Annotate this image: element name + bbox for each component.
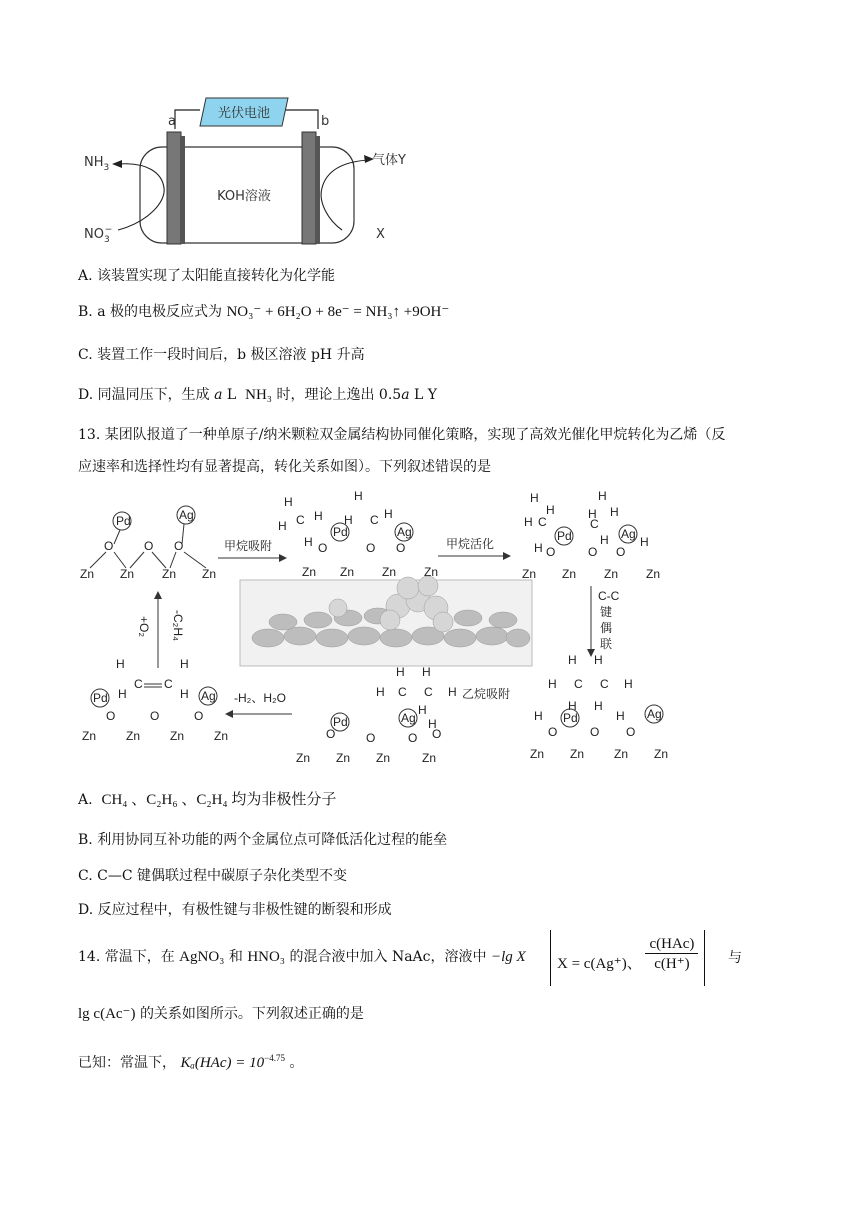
svg-text:H: H: [530, 491, 539, 505]
svg-text:H: H: [610, 505, 619, 519]
state-5-ethane-adsorbed: [296, 665, 457, 765]
svg-text:H: H: [568, 699, 577, 713]
svg-text:Zn: Zn: [202, 567, 217, 581]
svg-text:Zn: Zn: [604, 567, 619, 581]
state-4-c-c-coupled: [530, 653, 668, 761]
q13-option-b: B. 利用协同互补功能的两个金属位点可降低活化过程的能垒: [78, 832, 448, 848]
svg-text:O: O: [174, 539, 184, 553]
q13-option-a: A. CH₄ 、C₂H₆ 、C₂H₄ 均为非极性分子: [78, 792, 337, 808]
svg-text:O: O: [588, 545, 598, 559]
svg-text:C: C: [538, 515, 547, 529]
svg-text:H: H: [640, 535, 649, 549]
svg-text:O: O: [546, 545, 556, 559]
svg-text:C: C: [398, 685, 407, 699]
svg-text:O: O: [396, 541, 406, 555]
svg-text:O: O: [194, 709, 204, 723]
svg-text:H: H: [422, 665, 431, 679]
svg-text:Zn: Zn: [382, 565, 397, 579]
svg-text:Zn: Zn: [162, 567, 177, 581]
solution-label: KOH溶液: [217, 189, 271, 204]
state-1-catalyst: [80, 506, 216, 581]
svg-text:Pd: Pd: [93, 691, 108, 705]
svg-text:H: H: [180, 687, 189, 701]
svg-text:Ag: Ag: [401, 711, 416, 725]
state-6-ethylene-formed: [82, 657, 228, 743]
svg-text:Ag: Ag: [647, 707, 662, 721]
svg-text:H: H: [616, 709, 625, 723]
state-2-methane-adsorbed: [278, 489, 438, 579]
svg-text:H: H: [448, 685, 457, 699]
label-methane-activation: 甲烷活化: [446, 537, 495, 551]
q13-option-c: C. C—C 键偶联过程中碳原子杂化类型不变: [78, 868, 347, 884]
svg-text:Zn: Zn: [340, 565, 355, 579]
svg-text:Zn: Zn: [120, 567, 135, 581]
svg-text:H: H: [118, 687, 127, 701]
svg-text:Pd: Pd: [116, 514, 131, 528]
q14-x-definition: X = c(Ag⁺)、 c(HAc) c(H⁺): [550, 930, 705, 986]
svg-text:H: H: [548, 677, 557, 691]
svg-text:Zn: Zn: [214, 729, 229, 743]
label-x: X: [376, 227, 385, 242]
svg-text:Ag: Ag: [397, 525, 412, 539]
svg-text:Zn: Zn: [296, 751, 311, 765]
svg-text:C: C: [600, 677, 609, 691]
label-cc-coupling-1: C-C: [598, 589, 620, 603]
q14-stem-line1: 14. 常温下，在 AgNO₃ 和 HNO₃ 的混合液中加入 NaAc，溶液中 −lg X: [78, 949, 526, 965]
svg-text:H: H: [524, 515, 533, 529]
svg-text:Ag: Ag: [621, 527, 636, 541]
svg-text:H: H: [278, 519, 287, 533]
svg-text:C: C: [164, 677, 173, 691]
svg-text:Zn: Zn: [302, 565, 317, 579]
q14-stem-line1-end: 与: [728, 950, 742, 966]
svg-text:Zn: Zn: [424, 565, 439, 579]
svg-text:H: H: [304, 535, 313, 549]
q12-option-c: C. 装置工作一段时间后，b 极区溶液 pH 升高: [78, 347, 365, 363]
label-cc-coupling-2: 键: [600, 605, 613, 619]
q14-frac-denominator: c(H⁺): [654, 956, 690, 972]
state-3-methane-activated: [522, 489, 660, 581]
svg-text:H: H: [384, 507, 393, 521]
svg-text:Zn: Zn: [646, 567, 661, 581]
svg-text:C: C: [574, 677, 583, 691]
svg-text:O: O: [548, 725, 558, 739]
svg-text:O: O: [318, 541, 328, 555]
label-remove-c2h4: -C₂H₄: [171, 610, 185, 641]
q12-option-d: D. 同温同压下，生成 a L NH₃ 时，理论上逸出 0.5a L Y: [78, 387, 437, 403]
svg-text:O: O: [150, 709, 160, 723]
svg-text:O: O: [104, 539, 114, 553]
label-ethane-adsorption: 乙烷吸附: [462, 687, 511, 701]
svg-text:H: H: [344, 513, 353, 527]
svg-text:Zn: Zn: [170, 729, 185, 743]
q14-given: 已知：常温下， $K_a(HAc) = 10^{-4.75}$ 。: [78, 1053, 304, 1071]
svg-text:Zn: Zn: [82, 729, 97, 743]
svg-text:H: H: [546, 503, 555, 517]
label-add-o2: +O₂: [137, 616, 151, 637]
svg-text:H: H: [534, 541, 543, 555]
svg-text:O: O: [366, 731, 376, 745]
svg-text:H: H: [428, 717, 437, 731]
q13-stem-line1: 13. 某团队报道了一种单原子/纳米颗粒双金属结构协同催化策略，实现了高效光催化甲烷转化为乙烯（反: [78, 427, 726, 443]
solar-cell-label: 光伏电池: [217, 106, 271, 121]
svg-text:O: O: [590, 725, 600, 739]
label-cc-coupling-4: 联: [600, 637, 613, 651]
catalysis-cycle-figure: [78, 488, 698, 773]
svg-text:Pd: Pd: [333, 525, 348, 539]
svg-text:H: H: [354, 489, 363, 503]
svg-text:C: C: [370, 513, 379, 527]
svg-text:H: H: [180, 657, 189, 671]
svg-text:O: O: [616, 545, 626, 559]
svg-text:C: C: [134, 677, 143, 691]
svg-text:Ag: Ag: [179, 508, 194, 522]
q12-option-b-equation: NO₃⁻ + 6H₂O + 8e⁻ = NH₃↑ +9OH⁻: [226, 304, 450, 320]
svg-text:H: H: [534, 709, 543, 723]
svg-text:O: O: [366, 541, 376, 555]
svg-text:Zn: Zn: [522, 567, 537, 581]
svg-text:H: H: [594, 653, 603, 667]
q12-option-a: A. 该装置实现了太阳能直接转化为化学能: [78, 268, 336, 284]
q13-stem-line2: 应速率和选择性均有显著提高，转化关系如图）。下列叙述错误的是: [78, 459, 491, 475]
label-gas-y: 气体Y: [372, 153, 406, 168]
svg-text:O: O: [144, 539, 154, 553]
svg-text:H: H: [376, 685, 385, 699]
svg-text:Pd: Pd: [333, 715, 348, 729]
svg-text:H: H: [624, 677, 633, 691]
q13-option-d: D. 反应过程中，有极性键与非极性键的断裂和形成: [78, 902, 392, 918]
label-cc-coupling-3: 偶: [600, 621, 613, 635]
svg-text:H: H: [418, 703, 427, 717]
svg-text:H: H: [600, 533, 609, 547]
svg-text:C: C: [424, 685, 433, 699]
label-remove-h2-h2o: -H₂、H₂O: [234, 691, 286, 705]
svg-text:H: H: [396, 665, 405, 679]
svg-text:H: H: [594, 699, 603, 713]
svg-text:Zn: Zn: [614, 747, 629, 761]
svg-text:Zn: Zn: [562, 567, 577, 581]
svg-text:H: H: [598, 489, 607, 503]
label-methane-adsorption: 甲烷吸附: [224, 539, 273, 553]
svg-text:O: O: [106, 709, 116, 723]
label-no3: $NO_3-$: [84, 225, 113, 245]
terminal-b: b: [321, 114, 330, 129]
svg-text:O: O: [626, 725, 636, 739]
svg-text:H: H: [284, 495, 293, 509]
svg-text:C: C: [590, 517, 599, 531]
svg-text:Zn: Zn: [570, 747, 585, 761]
svg-text:Zn: Zn: [80, 567, 95, 581]
svg-text:O: O: [326, 727, 336, 741]
svg-text:O: O: [408, 731, 418, 745]
svg-text:Ag: Ag: [201, 689, 216, 703]
q14-frac-numerator: c(HAc): [645, 936, 698, 954]
label-nh3: $NH_3$: [84, 155, 110, 173]
svg-text:H: H: [568, 653, 577, 667]
svg-text:O: O: [432, 727, 442, 741]
svg-text:Zn: Zn: [126, 729, 141, 743]
svg-text:Zn: Zn: [336, 751, 351, 765]
svg-text:H: H: [314, 509, 323, 523]
terminal-a: a: [168, 114, 176, 129]
svg-text:Zn: Zn: [530, 747, 545, 761]
q12-option-b: B. a 极的电极反应式为 NO₃⁻ + 6H₂O + 8e⁻ = NH₃↑ +9OH⁻: [78, 304, 450, 320]
q14-stem-line2: lg c(Ac⁻) 的关系如图所示。下列叙述正确的是: [78, 1006, 364, 1022]
svg-text:Zn: Zn: [654, 747, 669, 761]
electrolysis-cell-figure: [78, 92, 438, 252]
svg-text:Pd: Pd: [557, 529, 572, 543]
svg-text:Pd: Pd: [563, 711, 578, 725]
svg-text:H: H: [588, 507, 597, 521]
svg-text:H: H: [116, 657, 125, 671]
svg-text:C: C: [296, 513, 305, 527]
svg-text:Zn: Zn: [422, 751, 437, 765]
svg-text:Zn: Zn: [376, 751, 391, 765]
